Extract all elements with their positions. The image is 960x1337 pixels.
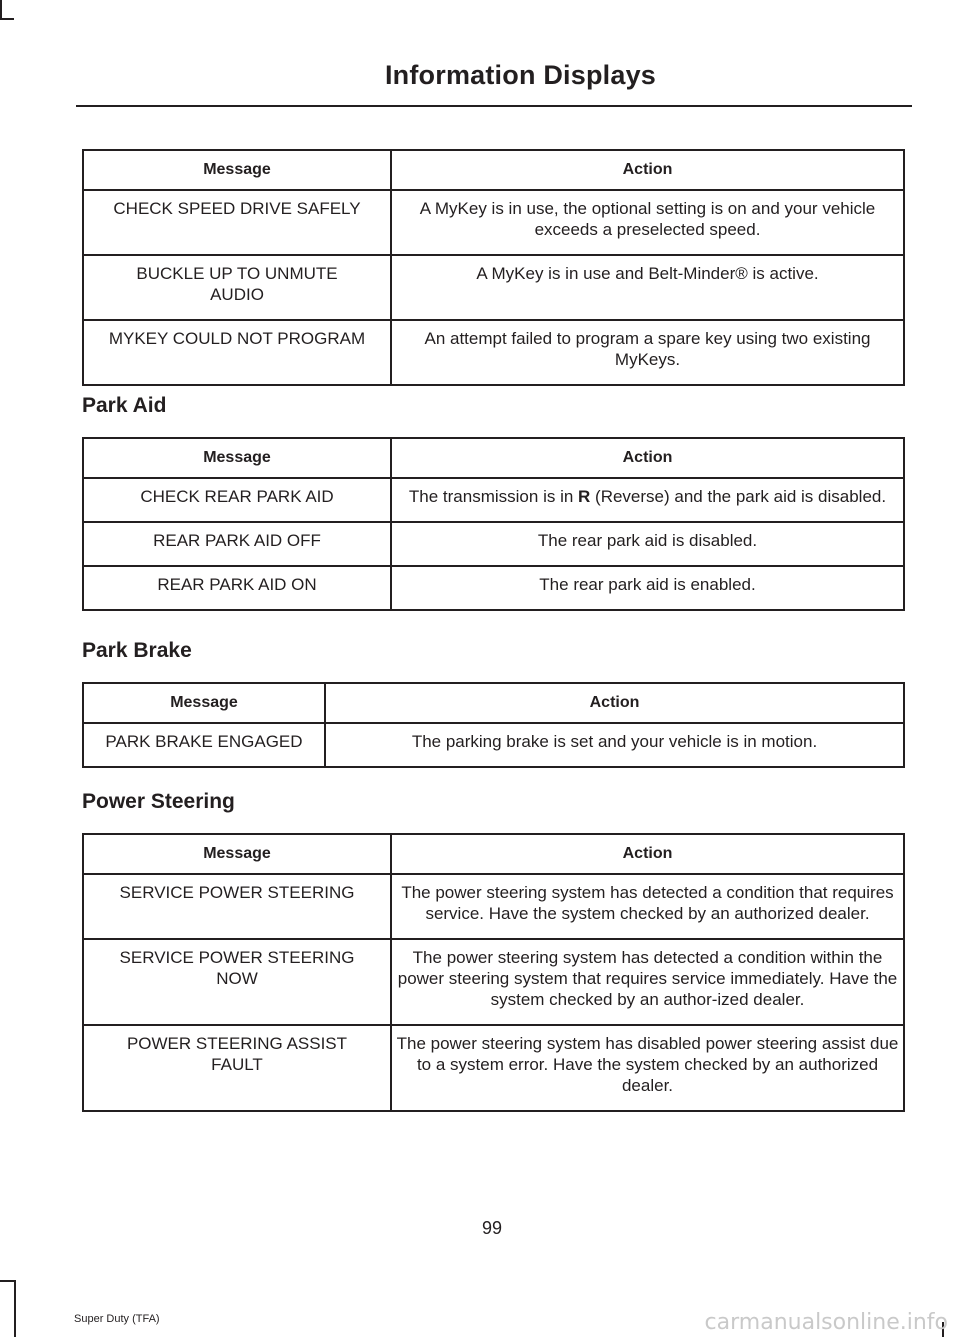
action-cell: The power steering system has detected a condition that requires service. Have the system checked by an authorized dealer. xyxy=(391,874,904,939)
table-row xyxy=(83,320,904,385)
column-header-action: Action xyxy=(391,834,904,874)
message-cell: SERVICE POWER STEERING NOW xyxy=(83,939,391,1025)
page-number: 99 xyxy=(481,1218,503,1238)
column-header-message: Message xyxy=(83,438,391,478)
message-cell: CHECK SPEED DRIVE SAFELY xyxy=(83,190,391,255)
action-cell: An attempt failed to program a spare key using two existing MyKeys. xyxy=(391,320,904,385)
table-row xyxy=(83,255,904,320)
action-text: The transmission is in xyxy=(408,487,579,506)
power-steering-table xyxy=(82,833,905,1112)
column-header-action: Action xyxy=(325,683,904,723)
park-aid-table xyxy=(82,437,905,611)
table-header-row xyxy=(83,683,904,723)
table-header-row xyxy=(83,438,904,478)
table-row xyxy=(83,1025,904,1111)
action-cell: The parking brake is set and your vehicle is in motion. xyxy=(325,723,904,767)
section-heading-park-aid: Park Aid xyxy=(82,394,167,417)
action-cell: The rear park aid is disabled. xyxy=(391,522,904,566)
table-row xyxy=(83,723,904,767)
action-cell: A MyKey is in use and Belt-Minder® is active. xyxy=(391,255,904,320)
column-header-message: Message xyxy=(83,683,325,723)
message-cell: MYKEY COULD NOT PROGRAM xyxy=(83,320,391,385)
table-row xyxy=(83,566,904,610)
table-row xyxy=(83,478,904,522)
action-cell: The power steering system has disabled power steering assist due to a system error. Have the system checked by an authorized dealer. xyxy=(391,1025,904,1111)
column-header-action: Action xyxy=(391,150,904,190)
column-header-message: Message xyxy=(83,834,391,874)
table-header-row xyxy=(83,834,904,874)
section-heading-power-steering: Power Steering xyxy=(82,790,235,813)
action-cell xyxy=(391,478,904,522)
column-header-message: Message xyxy=(83,150,391,190)
message-cell: REAR PARK AID OFF xyxy=(83,522,391,566)
mykey-messages-table xyxy=(82,149,905,386)
crop-mark-top-left-h xyxy=(0,18,14,20)
gear-letter: R xyxy=(578,487,591,506)
header-divider xyxy=(76,105,912,107)
action-cell: The power steering system has detected a condition within the power steering system that requires service immediately. Have the system checked by an author-ized dealer. xyxy=(391,939,904,1025)
section-heading-park-brake: Park Brake xyxy=(82,639,192,662)
crop-mark-bottom-left xyxy=(0,1280,14,1282)
action-cell: The rear park aid is enabled. xyxy=(391,566,904,610)
table-row xyxy=(83,522,904,566)
action-cell: A MyKey is in use, the optional setting is on and your vehicle exceeds a preselected speed. xyxy=(391,190,904,255)
document-footer: Super Duty (TFA) xyxy=(74,1313,160,1325)
action-text: (Reverse) and the park aid is disabled. xyxy=(590,487,887,506)
table-header-row xyxy=(83,150,904,190)
table-row xyxy=(83,939,904,1025)
crop-mark-bottom-left-v xyxy=(14,1280,16,1337)
message-cell: POWER STEERING ASSIST FAULT xyxy=(83,1025,391,1111)
table-row xyxy=(83,874,904,939)
message-cell: SERVICE POWER STEERING xyxy=(83,874,391,939)
crop-mark-top-left xyxy=(0,0,2,18)
message-cell: BUCKLE UP TO UNMUTE AUDIO xyxy=(83,255,391,320)
message-cell: REAR PARK AID ON xyxy=(83,566,391,610)
column-header-action: Action xyxy=(391,438,904,478)
message-cell: PARK BRAKE ENGAGED xyxy=(83,723,325,767)
table-row xyxy=(83,190,904,255)
message-cell: CHECK REAR PARK AID xyxy=(83,478,391,522)
park-brake-table xyxy=(82,682,905,768)
page-title: Information Displays xyxy=(384,60,656,90)
watermark: carmanualsonline.info xyxy=(704,1310,948,1335)
